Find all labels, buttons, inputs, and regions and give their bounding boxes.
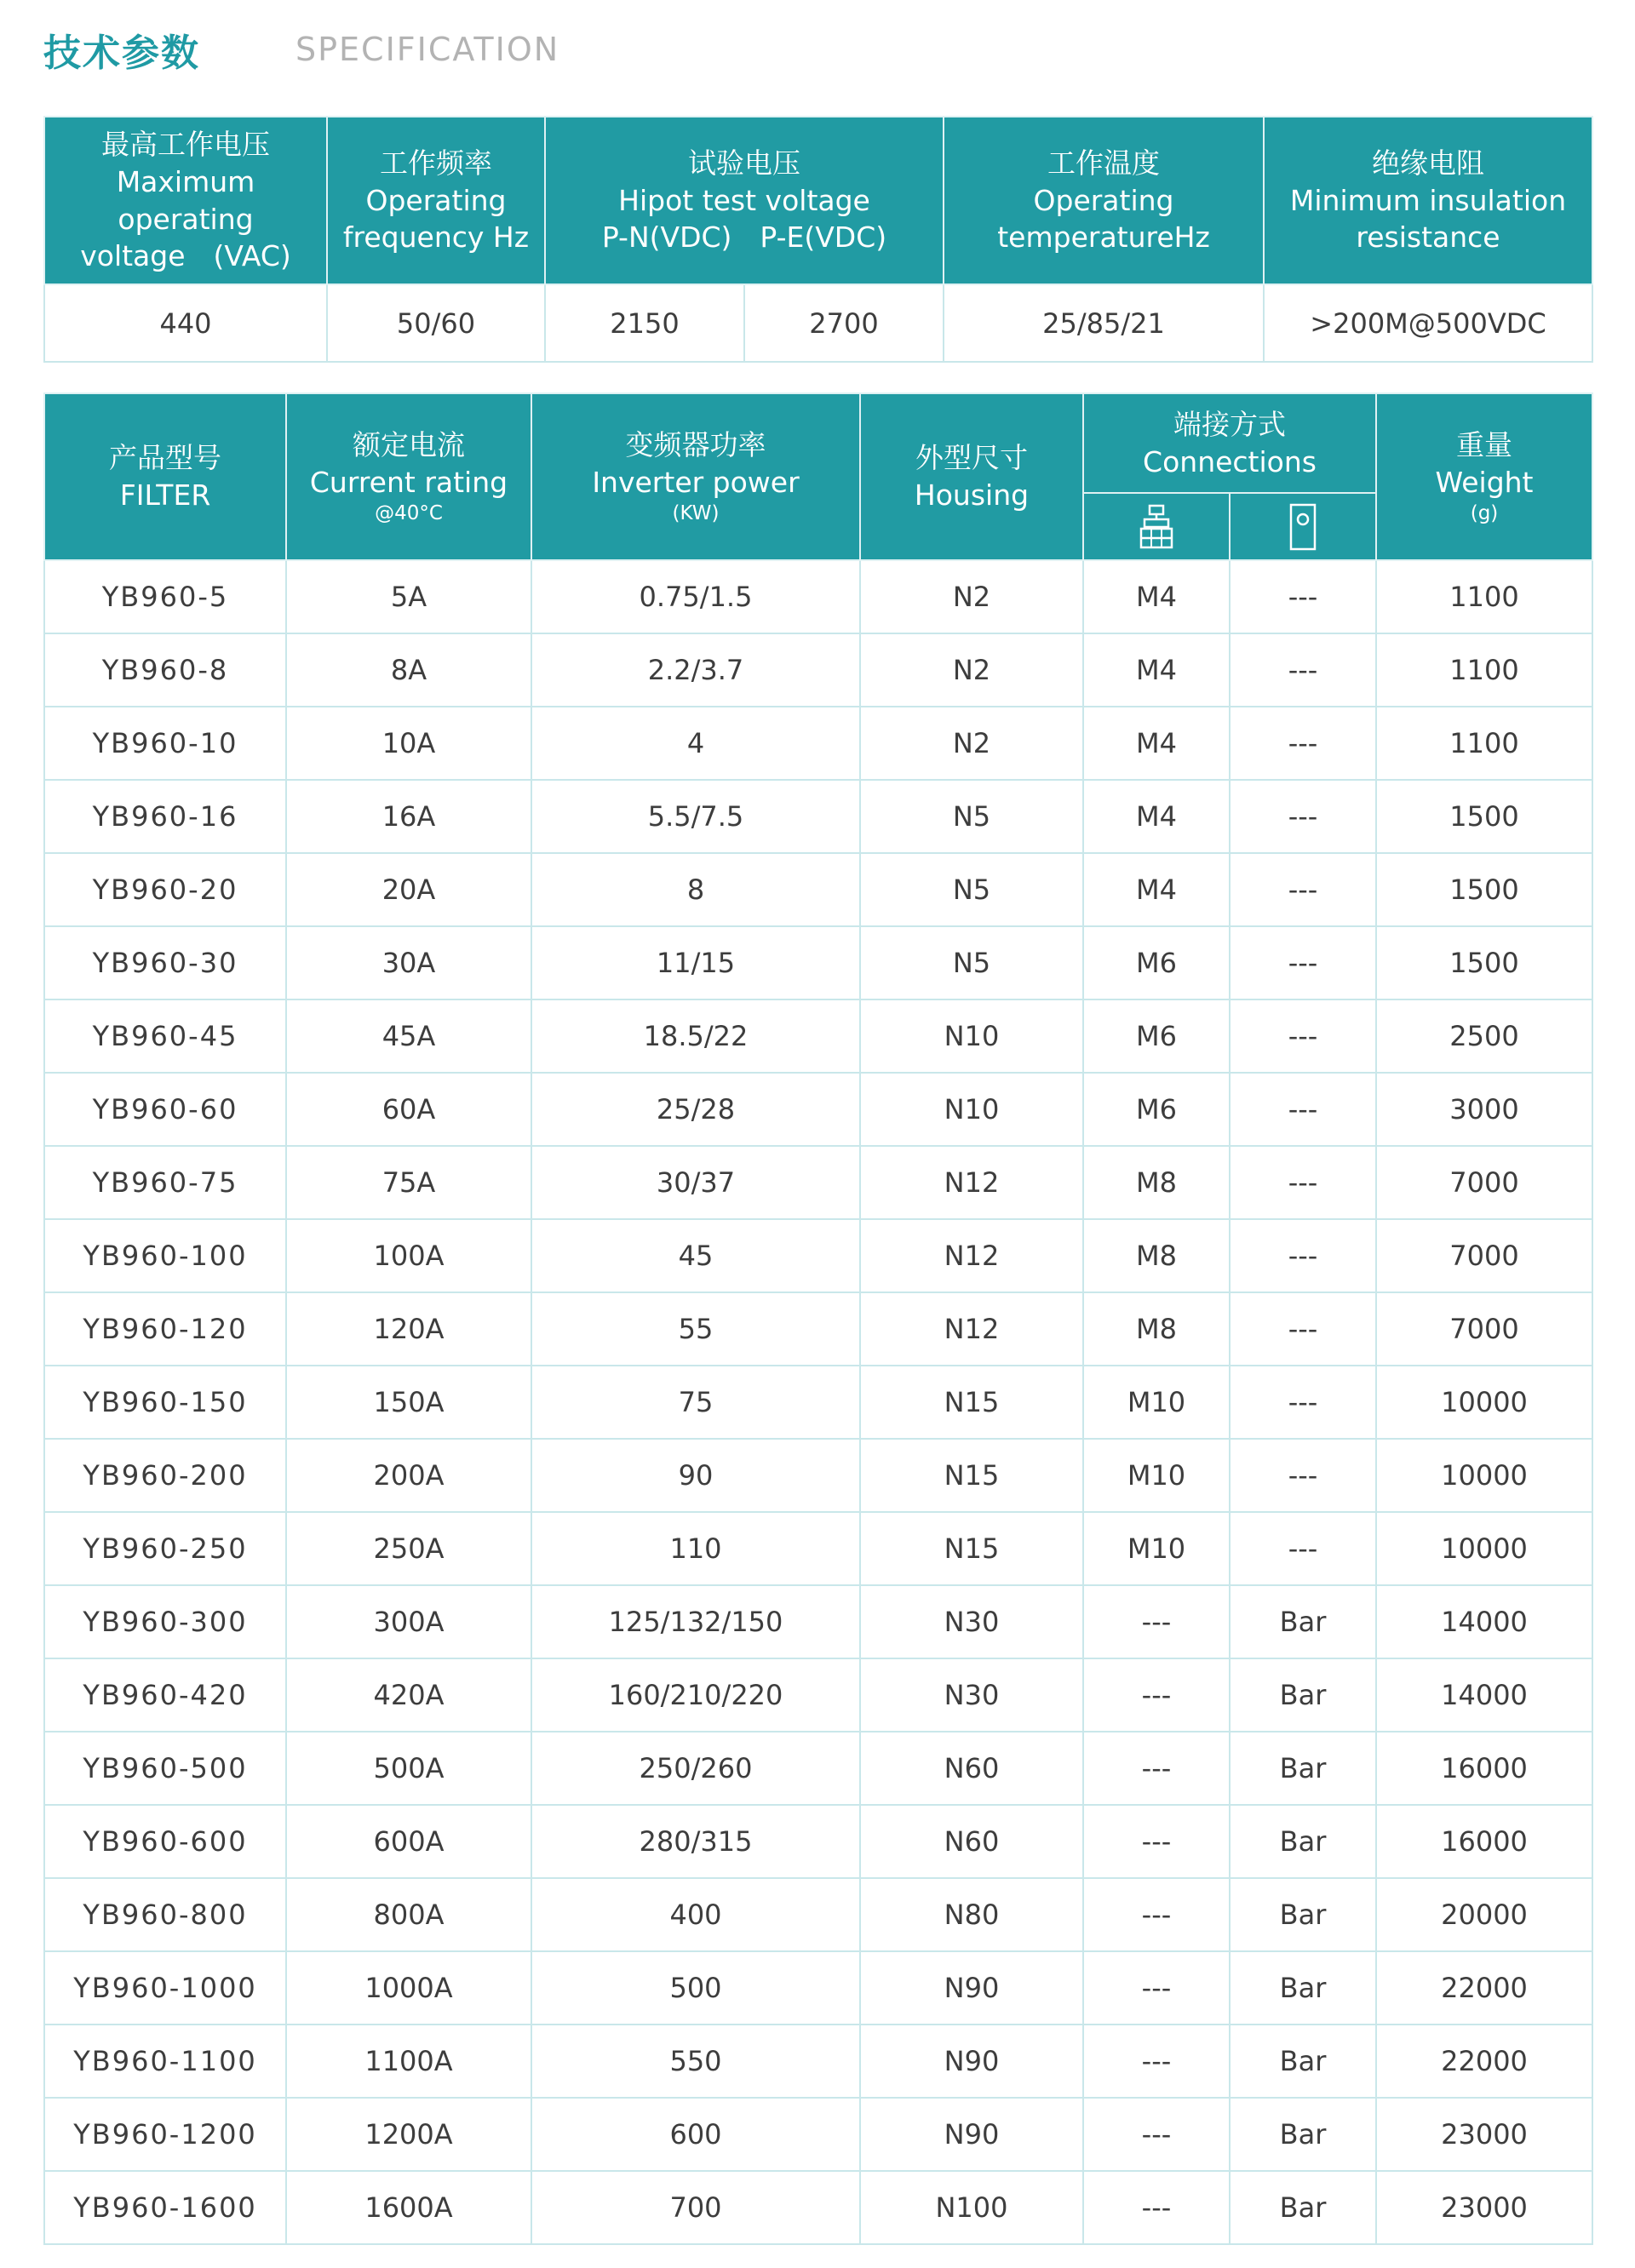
cell-weight: 23000 — [1376, 2098, 1592, 2171]
cell-weight: 23000 — [1376, 2171, 1592, 2244]
cell-screw-connection: --- — [1083, 1805, 1230, 1878]
cell-bar-connection: Bar — [1230, 1878, 1376, 1951]
cell-housing: N80 — [860, 1878, 1083, 1951]
cell-bar-connection: --- — [1230, 853, 1376, 926]
cell-current: 16A — [286, 780, 531, 853]
cell-screw-connection: M6 — [1083, 926, 1230, 999]
table-row — [44, 1512, 1592, 1585]
cell-weight: 1100 — [1376, 633, 1592, 707]
cell-weight: 14000 — [1376, 1585, 1592, 1658]
cell-model: YB960-100 — [44, 1219, 286, 1292]
value-frequency: 50/60 — [327, 284, 545, 362]
cell-model: YB960-250 — [44, 1512, 286, 1585]
cell-weight: 22000 — [1376, 1951, 1592, 2025]
cell-screw-connection: M4 — [1083, 853, 1230, 926]
filter-table-body — [44, 560, 1592, 2244]
table-row — [44, 2098, 1592, 2171]
cell-screw-connection: --- — [1083, 1732, 1230, 1805]
cell-model: YB960-16 — [44, 780, 286, 853]
table-row — [44, 1073, 1592, 1146]
table-row — [44, 1878, 1592, 1951]
cell-power: 550 — [531, 2025, 860, 2098]
cell-model: YB960-1000 — [44, 1951, 286, 2025]
cell-power: 250/260 — [531, 1732, 860, 1805]
cell-weight: 2500 — [1376, 999, 1592, 1073]
cell-screw-connection: M8 — [1083, 1219, 1230, 1292]
spec-header-row — [44, 117, 1592, 284]
cell-model: YB960-1100 — [44, 2025, 286, 2098]
cell-power: 400 — [531, 1878, 860, 1951]
cell-bar-connection: --- — [1230, 707, 1376, 780]
cell-housing: N60 — [860, 1732, 1083, 1805]
page-title: 技术参数 — [43, 32, 200, 75]
cell-bar-connection: --- — [1230, 926, 1376, 999]
cell-bar-connection: Bar — [1230, 1585, 1376, 1658]
cell-screw-connection: M10 — [1083, 1439, 1230, 1512]
cell-screw-connection: M10 — [1083, 1366, 1230, 1439]
cell-current: 120A — [286, 1292, 531, 1366]
cell-bar-connection: Bar — [1230, 1732, 1376, 1805]
cell-model: YB960-800 — [44, 1878, 286, 1951]
table-row — [44, 560, 1592, 633]
cell-power: 0.75/1.5 — [531, 560, 860, 633]
cell-current: 200A — [286, 1439, 531, 1512]
cell-current: 45A — [286, 999, 531, 1073]
cell-current: 600A — [286, 1805, 531, 1878]
cell-model: YB960-300 — [44, 1585, 286, 1658]
cell-bar-connection: --- — [1230, 560, 1376, 633]
cell-power: 8 — [531, 853, 860, 926]
cell-bar-connection: --- — [1230, 1439, 1376, 1512]
cell-model: YB960-75 — [44, 1146, 286, 1219]
cell-weight: 1100 — [1376, 560, 1592, 633]
cell-bar-connection: --- — [1230, 1292, 1376, 1366]
cell-screw-connection: M4 — [1083, 780, 1230, 853]
cell-screw-connection: --- — [1083, 1951, 1230, 2025]
cell-bar-connection: Bar — [1230, 1658, 1376, 1732]
table-row — [44, 1732, 1592, 1805]
cell-current: 150A — [286, 1366, 531, 1439]
cell-screw-connection: M8 — [1083, 1146, 1230, 1219]
header-power: 变频器功率 Inverter power (KW) — [531, 393, 860, 560]
cell-power: 600 — [531, 2098, 860, 2171]
page-header — [43, 24, 559, 75]
header-screw-terminal — [1083, 493, 1230, 560]
specification-table — [43, 116, 1593, 363]
cell-screw-connection: M10 — [1083, 1512, 1230, 1585]
cell-screw-connection: M6 — [1083, 999, 1230, 1073]
cell-weight: 14000 — [1376, 1658, 1592, 1732]
cell-housing: N12 — [860, 1146, 1083, 1219]
cell-weight: 7000 — [1376, 1146, 1592, 1219]
header-weight: 重量 Weight (g) — [1376, 393, 1592, 560]
header-hipot-voltage: 试验电压 Hipot test voltage P-N(VDC) P-E(VDC) — [545, 117, 944, 284]
cell-housing: N15 — [860, 1366, 1083, 1439]
page-subtitle: SPECIFICATION — [295, 31, 560, 68]
cell-housing: N15 — [860, 1439, 1083, 1512]
cell-housing: N15 — [860, 1512, 1083, 1585]
table-row — [44, 1292, 1592, 1366]
cell-power: 280/315 — [531, 1805, 860, 1878]
busbar-terminal-icon — [1288, 502, 1317, 552]
cell-current: 250A — [286, 1512, 531, 1585]
cell-model: YB960-30 — [44, 926, 286, 999]
header-housing: 外型尺寸 Housing — [860, 393, 1083, 560]
cell-housing: N5 — [860, 926, 1083, 999]
cell-current: 8A — [286, 633, 531, 707]
cell-screw-connection: --- — [1083, 2025, 1230, 2098]
table-row — [44, 1805, 1592, 1878]
filter-header-row — [44, 393, 1592, 493]
value-insulation: >200M@500VDC — [1264, 284, 1592, 362]
cell-weight: 1100 — [1376, 707, 1592, 780]
cell-weight: 1500 — [1376, 926, 1592, 999]
cell-screw-connection: --- — [1083, 1878, 1230, 1951]
table-row — [44, 633, 1592, 707]
cell-model: YB960-10 — [44, 707, 286, 780]
cell-model: YB960-120 — [44, 1292, 286, 1366]
cell-power: 125/132/150 — [531, 1585, 860, 1658]
cell-screw-connection: --- — [1083, 2098, 1230, 2171]
cell-screw-connection: M8 — [1083, 1292, 1230, 1366]
value-hipot-pe: 2700 — [744, 284, 944, 362]
table-row — [44, 1146, 1592, 1219]
cell-bar-connection: Bar — [1230, 1951, 1376, 2025]
cell-housing: N60 — [860, 1805, 1083, 1878]
cell-model: YB960-45 — [44, 999, 286, 1073]
cell-bar-connection: --- — [1230, 999, 1376, 1073]
cell-screw-connection: M4 — [1083, 707, 1230, 780]
table-row — [44, 999, 1592, 1073]
table-row — [44, 1219, 1592, 1292]
cell-weight: 3000 — [1376, 1073, 1592, 1146]
header-max-voltage: 最高工作电压 Maximum operating voltage (VAC) — [44, 117, 327, 284]
value-temperature: 25/85/21 — [944, 284, 1264, 362]
cell-weight: 16000 — [1376, 1805, 1592, 1878]
table-row — [44, 1585, 1592, 1658]
cell-model: YB960-420 — [44, 1658, 286, 1732]
cell-power: 2.2/3.7 — [531, 633, 860, 707]
cell-power: 55 — [531, 1292, 860, 1366]
value-hipot-pn: 2150 — [545, 284, 744, 362]
cell-weight: 7000 — [1376, 1219, 1592, 1292]
cell-current: 100A — [286, 1219, 531, 1292]
cell-current: 800A — [286, 1878, 531, 1951]
header-frequency: 工作频率 Operating frequency Hz — [327, 117, 545, 284]
header-connections: 端接方式 Connections — [1083, 393, 1376, 493]
cell-current: 60A — [286, 1073, 531, 1146]
cell-screw-connection: --- — [1083, 1658, 1230, 1732]
screw-terminal-icon — [1138, 503, 1175, 551]
cell-power: 18.5/22 — [531, 999, 860, 1073]
spec-value-row — [44, 284, 1592, 362]
cell-screw-connection: M4 — [1083, 560, 1230, 633]
table-row — [44, 1951, 1592, 2025]
table-row — [44, 853, 1592, 926]
cell-bar-connection: --- — [1230, 633, 1376, 707]
cell-weight: 10000 — [1376, 1439, 1592, 1512]
cell-power: 30/37 — [531, 1146, 860, 1219]
cell-housing: N2 — [860, 633, 1083, 707]
cell-bar-connection: Bar — [1230, 2025, 1376, 2098]
cell-current: 5A — [286, 560, 531, 633]
table-row — [44, 780, 1592, 853]
cell-current: 420A — [286, 1658, 531, 1732]
cell-current: 20A — [286, 853, 531, 926]
cell-model: YB960-20 — [44, 853, 286, 926]
cell-weight: 22000 — [1376, 2025, 1592, 2098]
cell-screw-connection: M6 — [1083, 1073, 1230, 1146]
cell-housing: N5 — [860, 853, 1083, 926]
table-row — [44, 926, 1592, 999]
cell-bar-connection: --- — [1230, 1512, 1376, 1585]
cell-model: YB960-1600 — [44, 2171, 286, 2244]
cell-screw-connection: M4 — [1083, 633, 1230, 707]
cell-model: YB960-600 — [44, 1805, 286, 1878]
header-current: 额定电流 Current rating @40°C — [286, 393, 531, 560]
cell-weight: 10000 — [1376, 1512, 1592, 1585]
cell-model: YB960-5 — [44, 560, 286, 633]
cell-housing: N90 — [860, 2098, 1083, 2171]
cell-bar-connection: Bar — [1230, 2171, 1376, 2244]
cell-weight: 10000 — [1376, 1366, 1592, 1439]
cell-power: 90 — [531, 1439, 860, 1512]
cell-housing: N2 — [860, 560, 1083, 633]
cell-current: 500A — [286, 1732, 531, 1805]
cell-model: YB960-8 — [44, 633, 286, 707]
cell-bar-connection: --- — [1230, 1366, 1376, 1439]
cell-housing: N5 — [860, 780, 1083, 853]
cell-power: 110 — [531, 1512, 860, 1585]
cell-power: 5.5/7.5 — [531, 780, 860, 853]
filter-table — [43, 392, 1593, 2245]
cell-model: YB960-500 — [44, 1732, 286, 1805]
cell-housing: N10 — [860, 999, 1083, 1073]
cell-weight: 7000 — [1376, 1292, 1592, 1366]
value-max-voltage: 440 — [44, 284, 327, 362]
cell-weight: 1500 — [1376, 853, 1592, 926]
cell-current: 1000A — [286, 1951, 531, 2025]
table-row — [44, 2171, 1592, 2244]
header-temperature: 工作温度 Operating temperatureHz — [944, 117, 1264, 284]
cell-bar-connection: --- — [1230, 1146, 1376, 1219]
cell-housing: N2 — [860, 707, 1083, 780]
cell-power: 160/210/220 — [531, 1658, 860, 1732]
cell-housing: N90 — [860, 1951, 1083, 2025]
cell-power: 75 — [531, 1366, 860, 1439]
cell-bar-connection: --- — [1230, 1219, 1376, 1292]
cell-bar-connection: Bar — [1230, 1805, 1376, 1878]
cell-power: 500 — [531, 1951, 860, 2025]
cell-screw-connection: --- — [1083, 2171, 1230, 2244]
cell-housing: N12 — [860, 1292, 1083, 1366]
cell-housing: N100 — [860, 2171, 1083, 2244]
header-insulation: 绝缘电阻 Minimum insulation resistance — [1264, 117, 1592, 284]
cell-weight: 16000 — [1376, 1732, 1592, 1805]
cell-current: 75A — [286, 1146, 531, 1219]
table-row — [44, 1366, 1592, 1439]
table-row — [44, 2025, 1592, 2098]
cell-power: 25/28 — [531, 1073, 860, 1146]
cell-screw-connection: --- — [1083, 1585, 1230, 1658]
cell-power: 700 — [531, 2171, 860, 2244]
cell-model: YB960-200 — [44, 1439, 286, 1512]
table-row — [44, 707, 1592, 780]
table-row — [44, 1658, 1592, 1732]
cell-current: 1600A — [286, 2171, 531, 2244]
cell-model: YB960-1200 — [44, 2098, 286, 2171]
cell-current: 30A — [286, 926, 531, 999]
cell-model: YB960-60 — [44, 1073, 286, 1146]
cell-current: 10A — [286, 707, 531, 780]
cell-housing: N30 — [860, 1658, 1083, 1732]
table-row — [44, 1439, 1592, 1512]
cell-housing: N30 — [860, 1585, 1083, 1658]
cell-model: YB960-150 — [44, 1366, 286, 1439]
cell-power: 45 — [531, 1219, 860, 1292]
cell-housing: N90 — [860, 2025, 1083, 2098]
cell-current: 1100A — [286, 2025, 531, 2098]
cell-current: 300A — [286, 1585, 531, 1658]
cell-power: 4 — [531, 707, 860, 780]
cell-power: 11/15 — [531, 926, 860, 999]
header-model: 产品型号 FILTER — [44, 393, 286, 560]
header-busbar-terminal — [1230, 493, 1376, 560]
cell-housing: N12 — [860, 1219, 1083, 1292]
cell-bar-connection: --- — [1230, 780, 1376, 853]
cell-housing: N10 — [860, 1073, 1083, 1146]
cell-weight: 20000 — [1376, 1878, 1592, 1951]
cell-bar-connection: Bar — [1230, 2098, 1376, 2171]
cell-current: 1200A — [286, 2098, 531, 2171]
cell-weight: 1500 — [1376, 780, 1592, 853]
cell-bar-connection: --- — [1230, 1073, 1376, 1146]
